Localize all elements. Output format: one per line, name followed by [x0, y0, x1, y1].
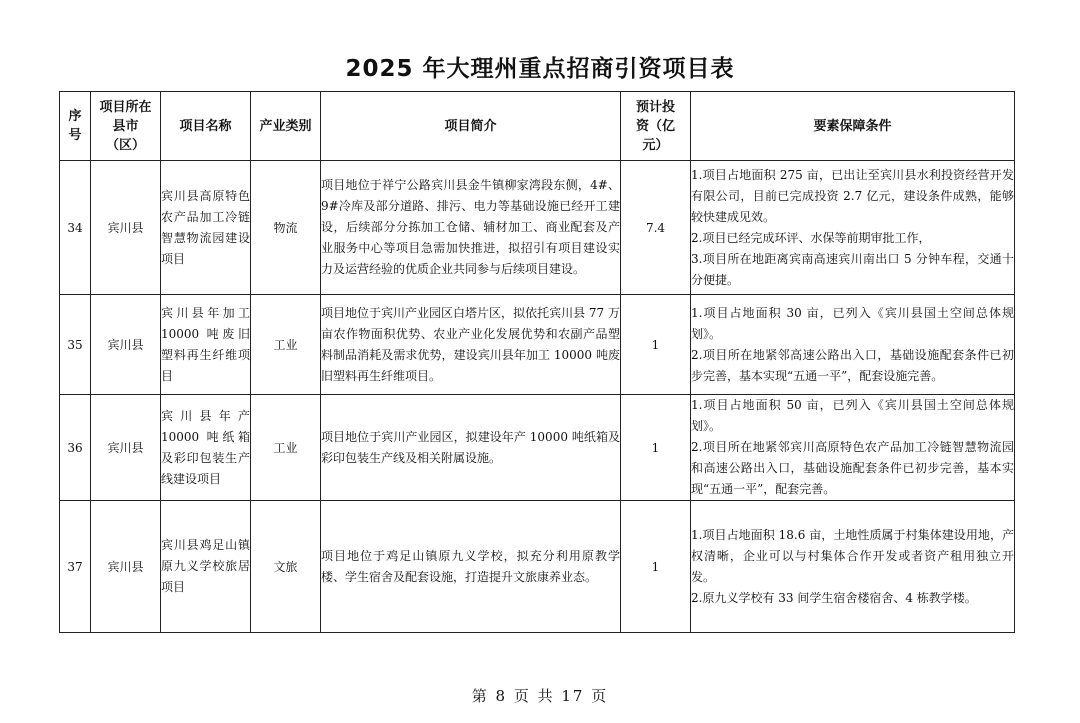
- row-conditions: [691, 395, 1015, 501]
- row-county: 宾川县: [91, 501, 161, 633]
- condition-item: 3.项目所在地距离宾南高速宾川南出口 5 分钟车程，交通十分便捷。: [691, 251, 1014, 287]
- page-title: 2025 年大理州重点招商引资项目表: [345, 56, 735, 82]
- row-investment: 1: [621, 501, 691, 633]
- row-project-name: 宾川县鸡足山镇原九义学校旅居项目: [161, 501, 251, 633]
- row-county: 宾川县: [91, 161, 161, 295]
- page-footer: 第 8 页 共 17 页: [471, 687, 609, 705]
- condition-item: 2.项目所在地紧邻高速公路出入口，基础设施配套条件已初步完善，基本实现“五通一平”，配套设施完善。: [691, 347, 1014, 383]
- project-table: [59, 91, 1015, 633]
- condition-item: 1.项目占地面积 30 亩，已列入《宾川县国土空间总体规划》。: [691, 305, 1014, 341]
- row-intro: 项目地位于鸡足山镇原九义学校，拟充分利用原教学楼、学生宿舍及配套设施，打造提升文旅康养业态。: [321, 501, 621, 633]
- row-project-name: 宾川县年产 10000 吨纸箱及彩印包装生产线建设项目: [161, 395, 251, 501]
- row-investment: 1: [621, 395, 691, 501]
- condition-item: 1.项目占地面积 50 亩，已列入《宾川县国土空间总体规划》。: [691, 398, 1014, 433]
- row-category: 工业: [251, 295, 321, 395]
- row-conditions: [691, 501, 1015, 633]
- header-category: 产业类别: [251, 92, 321, 161]
- row-investment: 1: [621, 295, 691, 395]
- condition-item: 2.项目所在地紧邻宾川高原特色农产品加工冷链智慧物流园和高速公路出入口，基础设施配套条件已初步完善，基本实现“五通一平”，配套完善。: [691, 440, 1014, 496]
- row-county: 宾川县: [91, 295, 161, 395]
- row-category: 工业: [251, 395, 321, 501]
- header-intro: 项目简介: [321, 92, 621, 161]
- row-category: 物流: [251, 161, 321, 295]
- row-seq: 36: [60, 395, 91, 501]
- table-row: [60, 395, 1015, 501]
- condition-item: 2.项目已经完成环评、水保等前期审批工作，: [691, 230, 931, 245]
- row-county: 宾川县: [91, 395, 161, 501]
- condition-item: 2.原九义学校有 33 间学生宿舍楼宿舍、4 栋教学楼。: [691, 590, 977, 605]
- table-row: [60, 295, 1015, 395]
- header-investment: 预计投资（亿元）: [621, 92, 691, 161]
- condition-item: 1.项目占地面积 18.6 亩，土地性质属于村集体建设用地，产权清晰，企业可以与村集体合作开发或者资产租用独立开发。: [691, 527, 1014, 584]
- row-seq: 34: [60, 161, 91, 295]
- row-intro: 项目地位于祥宁公路宾川县金牛镇柳家湾段东侧，4#、9#冷库及部分道路、排污、电力等基础设施已经开工建设，后续部分分拣加工仓储、辅材加工、商业配套及产业服务中心等项目急需加快推进，拟招引有项目建设实力及运营经验的优质企业共同参与后续项目建设。: [321, 161, 621, 295]
- row-conditions: [691, 161, 1015, 295]
- table-header-row: [60, 92, 1015, 161]
- row-conditions: [691, 295, 1015, 395]
- row-project-name: 宾川县高原特色农产品加工冷链智慧物流园建设项目: [161, 161, 251, 295]
- condition-item: 1.项目占地面积 275 亩，已出让至宾川县水利投资经营开发有限公司，目前已完成投资 2.7 亿元，建设条件成熟，能够较快建成见效。: [691, 167, 1014, 224]
- row-seq: 37: [60, 501, 91, 633]
- row-category: 文旅: [251, 501, 321, 633]
- header-county: 项目所在县市（区）: [91, 92, 161, 161]
- header-name: 项目名称: [161, 92, 251, 161]
- row-project-name: 宾川县年加工 10000 吨废旧塑料再生纤维项目: [161, 295, 251, 395]
- row-intro: 项目地位于宾川产业园区，拟建设年产 10000 吨纸箱及彩印包装生产线及相关附属设施。: [321, 395, 621, 501]
- row-investment: 7.4: [621, 161, 691, 295]
- header-conditions: 要素保障条件: [691, 92, 1015, 161]
- header-seq: 序号: [60, 92, 91, 161]
- row-seq: 35: [60, 295, 91, 395]
- table-row: [60, 161, 1015, 295]
- table-row: [60, 501, 1015, 633]
- row-intro: 项目地位于宾川产业园区白塔片区，拟依托宾川县 77 万亩农作物面积优势、农业产业化发展优势和农副产品塑料制品消耗及需求优势，建设宾川县年加工 10000 吨废旧塑料再生纤维项目。: [321, 295, 621, 395]
